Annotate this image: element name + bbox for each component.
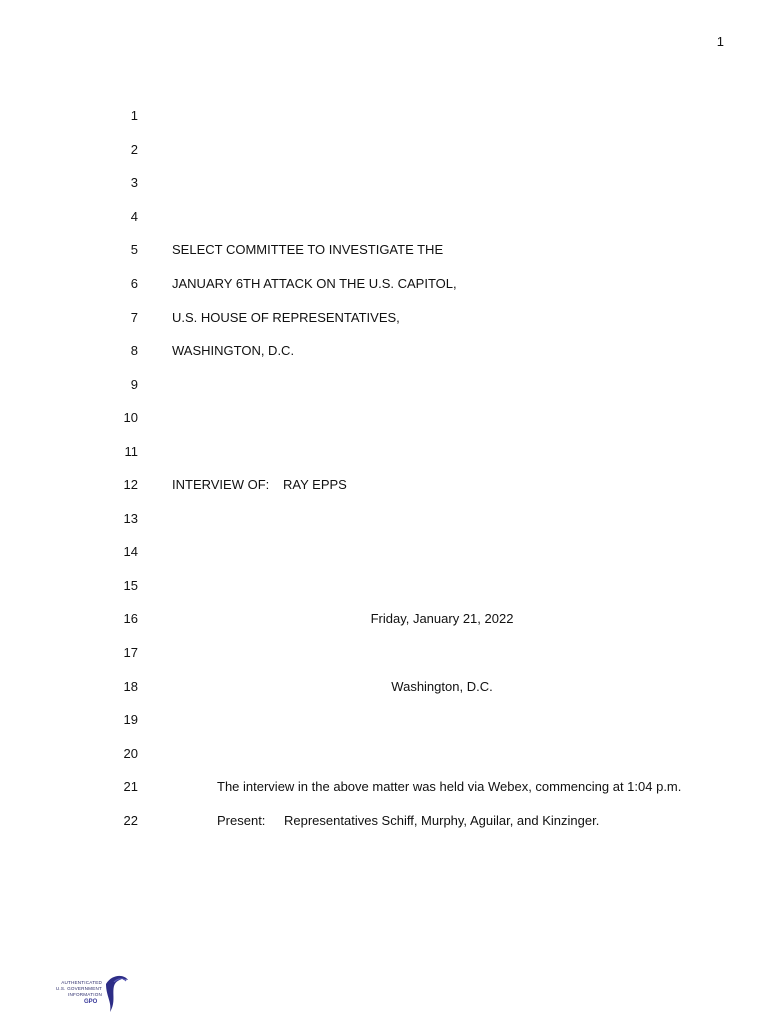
- interview-of-label: INTERVIEW OF:: [172, 477, 270, 492]
- logo-gpo-mark: GPO: [84, 999, 98, 1005]
- line-number: 4: [130, 209, 138, 224]
- page-number: 1: [716, 34, 724, 49]
- line-number: 12: [123, 477, 138, 492]
- logo-text-line: INFORMATION: [67, 992, 102, 997]
- gpo-authenticated-logo: [44, 972, 130, 1014]
- line-number: 1: [130, 108, 138, 123]
- interviewee-name: RAY EPPS: [283, 477, 347, 492]
- committee-heading-line: U.S. HOUSE OF REPRESENTATIVES,: [172, 310, 400, 325]
- eagle-icon: [100, 972, 130, 1014]
- line-number: 9: [130, 377, 138, 392]
- line-number: 16: [123, 611, 138, 626]
- interview-location: Washington, D.C.: [391, 679, 493, 694]
- present-label: Present:: [217, 813, 266, 828]
- interview-date: Friday, January 21, 2022: [370, 611, 514, 626]
- line-number: 5: [130, 242, 138, 257]
- line-number: 2: [130, 142, 138, 157]
- line-number: 20: [123, 746, 138, 761]
- line-number: 10: [123, 410, 138, 425]
- line-number: 7: [130, 310, 138, 325]
- line-number: 22: [123, 813, 138, 828]
- committee-heading-line: WASHINGTON, D.C.: [172, 343, 295, 358]
- line-number: 18: [123, 679, 138, 694]
- line-number: 14: [123, 544, 138, 559]
- line-number: 3: [130, 175, 138, 190]
- committee-heading-line: SELECT COMMITTEE TO INVESTIGATE THE: [172, 242, 444, 257]
- line-number: 8: [130, 343, 138, 358]
- line-number: 11: [124, 444, 138, 459]
- logo-text-line: AUTHENTICATED: [61, 980, 102, 985]
- line-number: 17: [123, 645, 138, 660]
- line-number: 13: [123, 511, 138, 526]
- present-members: Representatives Schiff, Murphy, Aguilar, and Kinzinger.: [284, 813, 600, 828]
- line-number: 19: [123, 712, 138, 727]
- line-number: 15: [123, 578, 138, 593]
- interview-statement: The interview in the above matter was held via Webex, commencing at 1:04 p.m.: [217, 779, 682, 794]
- logo-text-line: U.S. GOVERNMENT: [55, 986, 102, 991]
- line-number: 6: [130, 276, 138, 291]
- committee-heading-line: JANUARY 6TH ATTACK ON THE U.S. CAPITOL,: [172, 276, 457, 291]
- line-number: 21: [123, 779, 138, 794]
